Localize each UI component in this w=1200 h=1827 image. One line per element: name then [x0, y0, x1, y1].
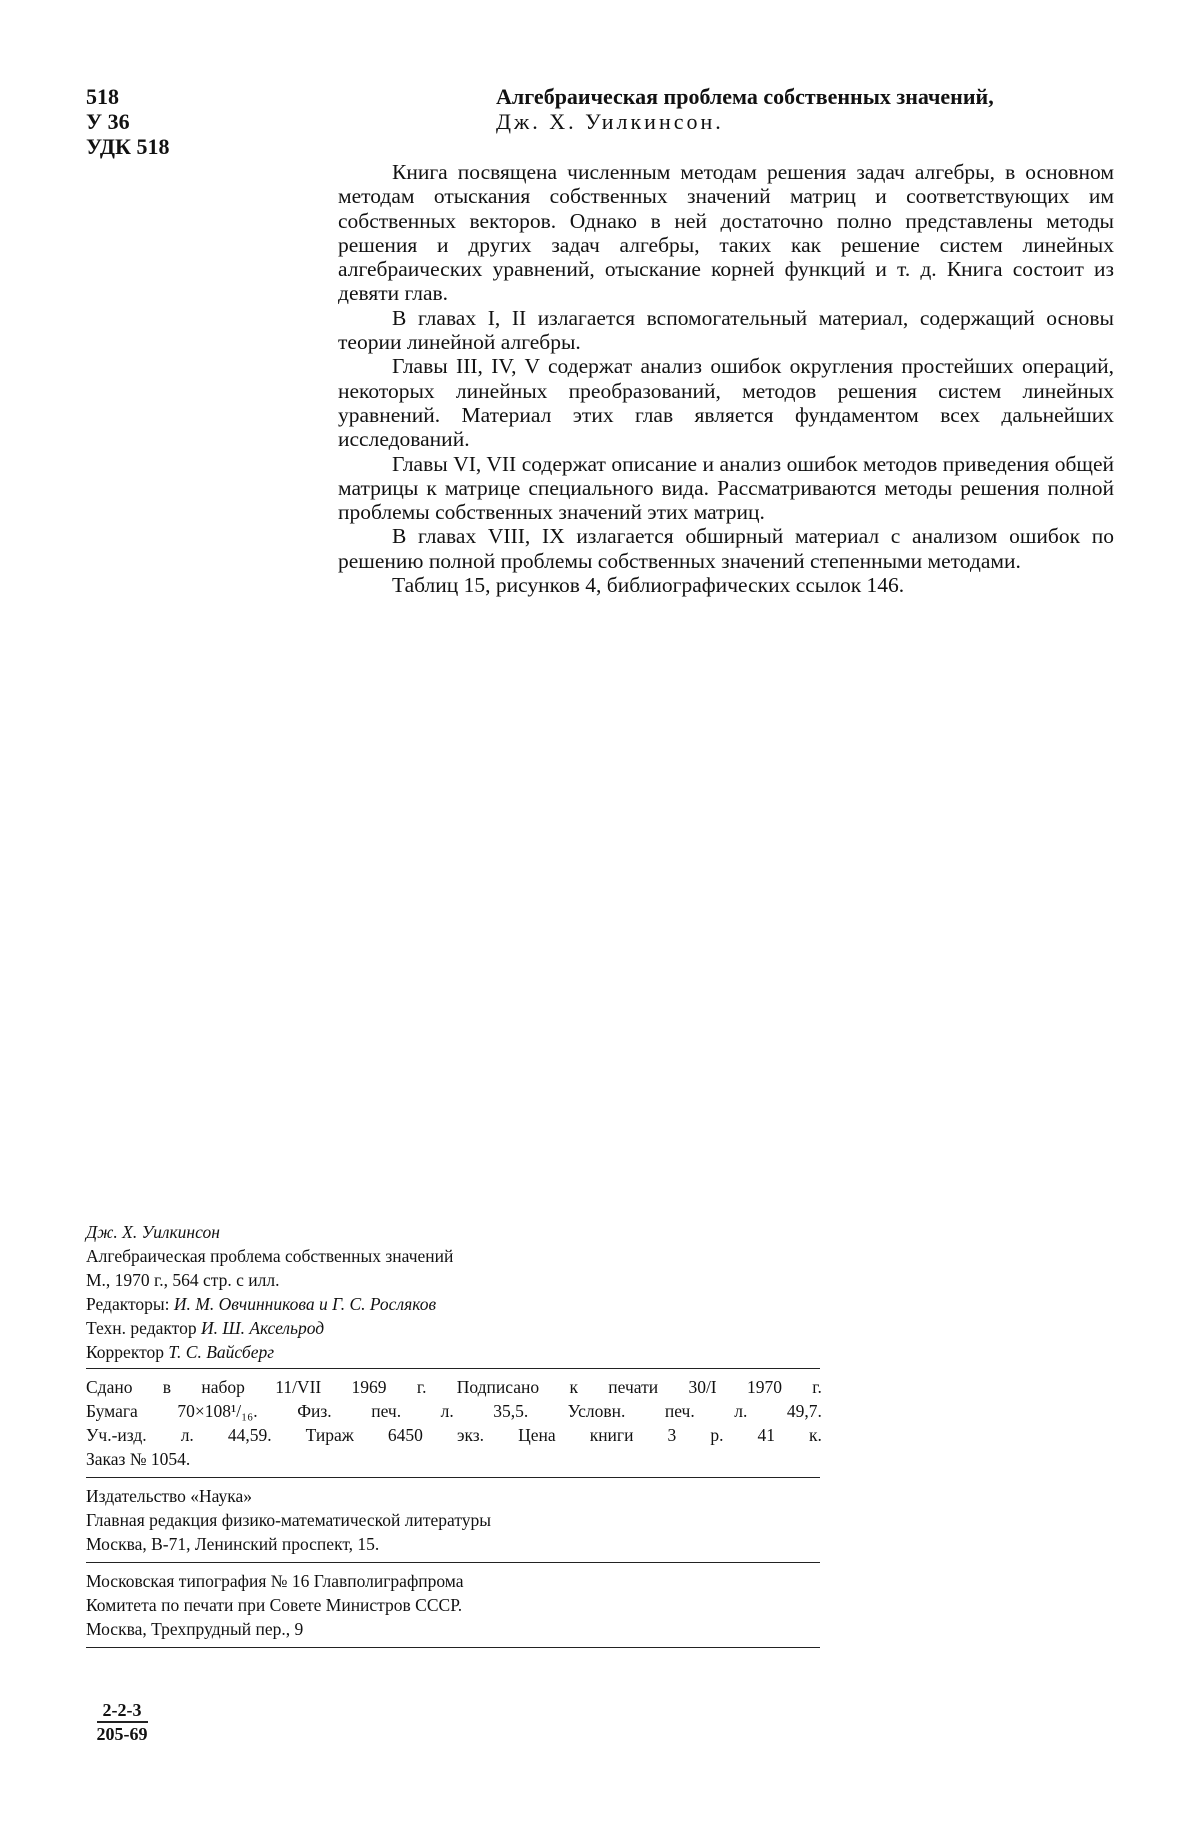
divider: [86, 1368, 820, 1369]
book-author: Дж. Х. Уилкинсон.: [496, 109, 724, 134]
print-word: Условн.: [567, 1401, 626, 1421]
classification-codes: [86, 84, 170, 159]
print-word: л.: [180, 1425, 194, 1445]
print-word: л.: [734, 1401, 748, 1421]
publisher-line: Москва, В-71, Ленинский проспект, 15.: [86, 1534, 380, 1554]
print-word: печати: [608, 1377, 659, 1397]
publisher-block: [86, 1482, 822, 1558]
print-word: 3: [667, 1425, 677, 1445]
annotation-stats: Таблиц 15, рисунков 4, библиографических ссылок 146.: [392, 573, 905, 598]
imprint-publication: М., 1970 г., 564 стр. с илл.: [86, 1270, 280, 1290]
corrector-name: Т. С. Вайсберг: [168, 1342, 275, 1362]
print-word: 35,5.: [493, 1401, 529, 1421]
publisher-line: Главная редакция физико-математической литературы: [86, 1510, 492, 1530]
bbk-code: 518: [86, 84, 119, 109]
print-word: к: [569, 1377, 578, 1397]
imprint-editors: [86, 1292, 822, 1316]
divider: [86, 1647, 820, 1648]
print-word: 6450: [387, 1425, 423, 1445]
tech-editor-name: И. Ш. Аксельрод: [200, 1318, 325, 1338]
print-line: [86, 1399, 822, 1423]
divider: [86, 1562, 820, 1563]
print-word: 1969: [351, 1377, 387, 1397]
annotation-paragraph: Главы VI, VII содержат описание и анализ ошибок методов приведения общей матрицы к матрице специального вида. Рассматриваются методы решения полной проблемы собственных значений этих матриц.: [338, 451, 1114, 525]
print-word: Подписано: [456, 1377, 540, 1397]
print-word: Тираж: [305, 1425, 354, 1445]
annotation-paragraph: В главах I, II излагается вспомогательный материал, содержащий основы теории линейной алгебры.: [338, 305, 1114, 355]
editors-label: Редакторы:: [86, 1294, 170, 1314]
printer-line: Московская типография № 16 Главполиграфпрома: [86, 1571, 464, 1591]
publisher-line: Издательство «Наука»: [86, 1486, 253, 1506]
print-word: г.: [812, 1377, 822, 1397]
print-word: р.: [710, 1425, 724, 1445]
tech-editor-label: Техн. редактор: [86, 1318, 197, 1338]
print-word: к.: [809, 1425, 822, 1445]
printing-details: [86, 1373, 822, 1473]
imprint-author: Дж. Х. Уилкинсон: [86, 1222, 220, 1242]
print-word: 41: [757, 1425, 775, 1445]
book-header: [496, 84, 1110, 134]
print-word: 70×108¹/₁₆.: [177, 1401, 258, 1421]
print-word: 11/VII: [275, 1377, 322, 1397]
print-word: 49,7.: [786, 1401, 822, 1421]
catalog-index: [86, 1700, 158, 1745]
divider: [86, 1477, 820, 1478]
print-word: печ.: [664, 1401, 695, 1421]
annotation-paragraph: В главах VIII, IX излагается обширный материал с анализом ошибок по решению полной проблемы собственных значений степенными методами.: [338, 524, 1114, 573]
annotation-paragraph: Главы III, IV, V содержат анализ ошибок округления простейших операций, некоторых линейных преобразований, методов решения систем линейных уравнений. Материал этих глав является фундаментом всех дальнейших исследований.: [338, 354, 1114, 452]
print-word: 1970: [746, 1377, 782, 1397]
book-title: Алгебраическая проблема собственных значений,: [496, 84, 994, 109]
printer-line: Комитета по печати при Совете Министров СССР.: [86, 1595, 463, 1615]
print-word: в: [162, 1377, 172, 1397]
print-word: Цена: [518, 1425, 556, 1445]
index-numerator: 2-2-3: [97, 1700, 148, 1723]
print-word: г.: [416, 1377, 427, 1397]
corrector-label: Корректор: [86, 1342, 165, 1362]
print-word: Физ.: [297, 1401, 332, 1421]
printer-block: [86, 1567, 822, 1643]
print-word: Бумага: [86, 1401, 138, 1421]
editors-names: И. М. Овчинникова и Г. С. Росляков: [173, 1294, 437, 1314]
print-word: книги: [589, 1425, 634, 1445]
print-word: экз.: [456, 1425, 485, 1445]
print-word: 30/I: [688, 1377, 717, 1397]
print-word: л.: [440, 1401, 454, 1421]
print-word: Сдано: [86, 1377, 133, 1397]
print-line: [86, 1375, 822, 1399]
udc-code: УДК 518: [86, 134, 170, 159]
print-line: [86, 1423, 822, 1447]
print-word: Уч.-изд.: [86, 1425, 147, 1445]
annotation-paragraph: Книга посвящена численным методам решения задач алгебры, в основном методам отыскания собственных значений матриц и соответствующих им собственных векторов. Однако в ней достаточно полно представлены методы решения и других задач алгебры, таких как решение систем линейных алгебраических уравнений, отыскание корней функций и т. д. Книга состоит из девяти глав.: [338, 160, 1114, 306]
imprint-corrector: [86, 1340, 822, 1364]
author-mark: У 36: [86, 109, 130, 134]
imprint-tech-editor: [86, 1316, 822, 1340]
print-word: печ.: [371, 1401, 402, 1421]
print-word: набор: [201, 1377, 245, 1397]
index-denominator: 205-69: [96, 1724, 148, 1744]
imprint-title: Алгебраическая проблема собственных значений: [86, 1246, 454, 1266]
imprint-block: [86, 1220, 822, 1652]
print-word: 44,59.: [227, 1425, 272, 1445]
order-number: Заказ № 1054.: [86, 1449, 191, 1469]
printer-line: Москва, Трехпрудный пер., 9: [86, 1619, 304, 1639]
annotation: [338, 160, 1114, 597]
